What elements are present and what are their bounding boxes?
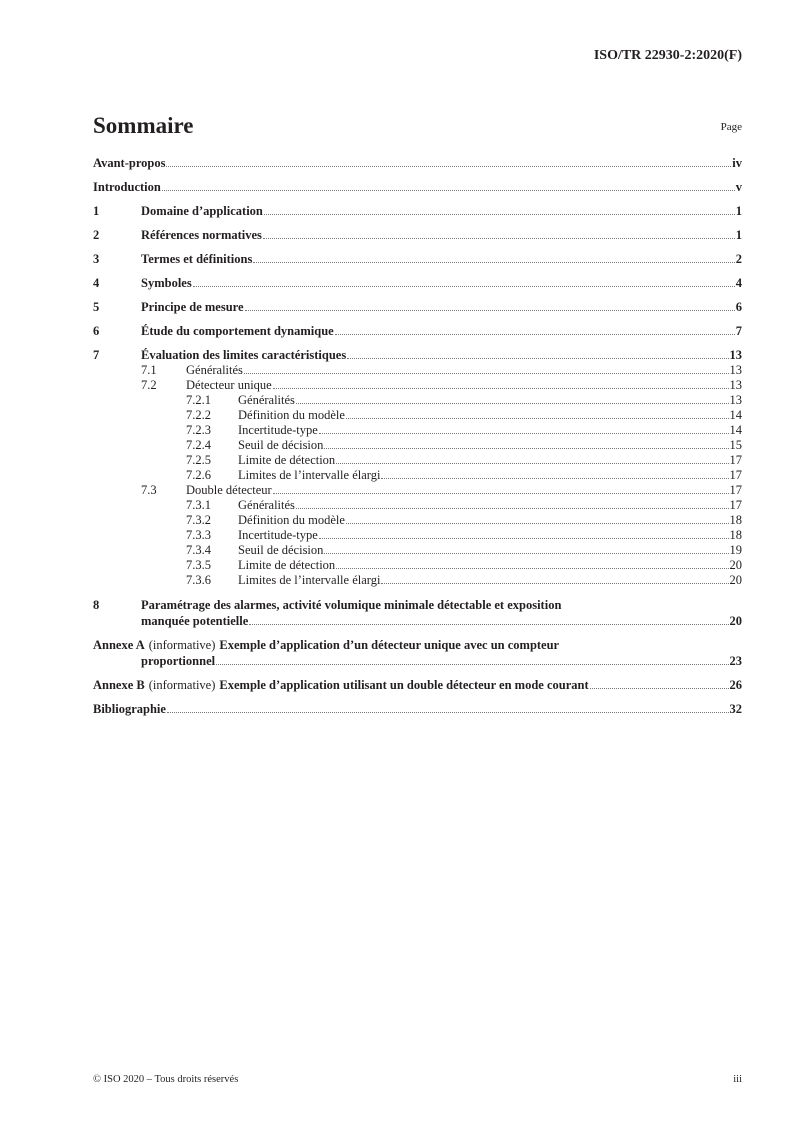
toc-entry-title: Principe de mesure xyxy=(141,300,244,314)
toc-entry-number: 7.2.3 xyxy=(186,423,211,437)
toc-entry-page: 17 xyxy=(729,483,742,497)
toc-entry-page: 13 xyxy=(729,348,742,362)
toc-entry[interactable] xyxy=(93,677,742,693)
toc-entry-number: Annexe B xyxy=(93,678,145,692)
dot-leader xyxy=(324,437,728,449)
toc-entry[interactable] xyxy=(93,227,742,243)
toc-entry[interactable] xyxy=(186,527,742,543)
dot-leader xyxy=(324,542,728,554)
dot-leader xyxy=(590,677,729,689)
toc-entry-number: Annexe A xyxy=(93,638,145,652)
dot-leader xyxy=(381,572,728,584)
dot-leader xyxy=(319,527,729,539)
toc-entry-title: Seuil de décision xyxy=(238,438,324,452)
toc-entry-number: 8 xyxy=(93,598,100,612)
toc-entry-number: 7.2.1 xyxy=(186,393,211,407)
toc-entry[interactable] xyxy=(93,299,742,315)
toc-entry-title: Incertitude-type xyxy=(238,528,318,542)
toc-entry-page: 26 xyxy=(729,678,742,692)
toc-entry-number: 7.2 xyxy=(141,378,157,392)
toc-entry-title: Double détecteur xyxy=(186,483,272,497)
document-id: ISO/TR 22930-2:2020(F) xyxy=(593,48,742,63)
dot-leader xyxy=(296,392,729,404)
dot-leader xyxy=(167,701,729,713)
dot-leader xyxy=(335,323,735,335)
toc-entry-page: 6 xyxy=(735,300,742,314)
toc-entry-number: 7.1 xyxy=(141,363,157,377)
toc-entry[interactable] xyxy=(141,482,742,498)
toc-entry-number: 2 xyxy=(93,228,100,242)
footer-page-number: iii xyxy=(733,1074,742,1085)
toc-entry-title: Limites de l’intervalle élargi xyxy=(238,573,381,587)
toc-entry[interactable] xyxy=(141,362,742,378)
toc-entry-title: Généralités xyxy=(238,498,295,512)
toc-entry[interactable] xyxy=(93,275,742,291)
dot-leader xyxy=(264,203,735,215)
toc-entry[interactable] xyxy=(186,452,742,468)
toc-entry-title: Avant-propos xyxy=(93,156,166,170)
toc-entry-annex-type: (informative) xyxy=(148,678,216,692)
toc-entry[interactable] xyxy=(141,653,742,669)
toc-entry-number: 1 xyxy=(93,204,100,218)
toc-entry-page: 18 xyxy=(729,528,742,542)
toc-entry-page: 20 xyxy=(729,558,742,572)
toc-entry[interactable] xyxy=(141,613,742,629)
page-title: Sommaire xyxy=(93,113,194,138)
toc-entry-title: Évaluation des limites caractéristiques xyxy=(141,348,347,362)
toc-entry-page: 4 xyxy=(735,276,742,290)
toc-entry-title: Étude du comportement dynamique xyxy=(141,324,334,338)
toc-entry-number: 7.2.2 xyxy=(186,408,211,422)
toc-entry-page: 20 xyxy=(729,573,742,587)
toc-entry-title: Incertitude-type xyxy=(238,423,318,437)
toc-entry-page: 13 xyxy=(729,363,742,377)
toc-entry[interactable] xyxy=(93,203,742,219)
dot-leader xyxy=(381,467,728,479)
toc-entry-number: 4 xyxy=(93,276,100,290)
dot-leader xyxy=(245,299,735,311)
toc-entry[interactable] xyxy=(93,597,742,613)
toc-entry-title: Définition du modèle xyxy=(238,408,345,422)
toc-entry-number: 7.3.1 xyxy=(186,498,211,512)
toc-entry-title: Limite de détection xyxy=(238,453,336,467)
dot-leader xyxy=(249,613,728,625)
dot-leader xyxy=(244,362,729,374)
toc-entry-number: 5 xyxy=(93,300,100,314)
dot-leader xyxy=(296,497,729,509)
toc-entry[interactable] xyxy=(93,637,742,653)
page-column-label: Page xyxy=(720,121,742,133)
toc-entry-page: 17 xyxy=(729,453,742,467)
toc-entry-page: 2 xyxy=(735,252,742,266)
dot-leader xyxy=(253,251,734,263)
toc-entry[interactable] xyxy=(93,155,742,171)
toc-entry-title: Limite de détection xyxy=(238,558,336,572)
dot-leader xyxy=(336,557,728,569)
dot-leader xyxy=(319,422,729,434)
toc-entry-title: Exemple d’application d’un détecteur unique avec un compteur xyxy=(219,638,560,652)
toc-entry[interactable] xyxy=(93,251,742,267)
toc-entry-number: 7.3 xyxy=(141,483,157,497)
toc-entry-page: 1 xyxy=(735,204,742,218)
dot-leader xyxy=(347,347,728,359)
toc-entry[interactable] xyxy=(93,323,742,339)
toc-entry-title: Détecteur unique xyxy=(186,378,272,392)
toc-entry[interactable] xyxy=(186,512,742,528)
footer-copyright: © ISO 2020 – Tous droits réservés xyxy=(93,1074,239,1085)
toc-entry-title-continued: manquée potentielle xyxy=(141,614,249,628)
toc-entry[interactable] xyxy=(93,347,742,363)
toc-entry-title: Exemple d’application utilisant un double détecteur en mode courant xyxy=(219,678,589,692)
toc-entry-page: 14 xyxy=(729,423,742,437)
toc-entry-title: Domaine d’application xyxy=(141,204,263,218)
toc-entry-number: 7.3.5 xyxy=(186,558,211,572)
toc-entry-page: 14 xyxy=(729,408,742,422)
toc-entry-number: 7.3.2 xyxy=(186,513,211,527)
toc-entry[interactable] xyxy=(141,377,742,393)
toc-entry-title: Symboles xyxy=(141,276,192,290)
toc-entry[interactable] xyxy=(186,542,742,558)
toc-entry-number: 7.2.6 xyxy=(186,468,211,482)
toc-entry-title: Introduction xyxy=(93,180,161,194)
toc-entry-title: Limites de l’intervalle élargi xyxy=(238,468,381,482)
toc-entry-title: Généralités xyxy=(238,393,295,407)
toc-entry-title: Définition du modèle xyxy=(238,513,345,527)
toc-entry[interactable] xyxy=(186,572,742,588)
dot-leader xyxy=(273,377,729,389)
toc-entry-page: 13 xyxy=(729,378,742,392)
toc-entry-number: 7.3.6 xyxy=(186,573,211,587)
toc-entry[interactable] xyxy=(186,557,742,573)
toc-entry-page: 18 xyxy=(729,513,742,527)
toc-entry-number: 7.2.5 xyxy=(186,453,211,467)
dot-leader xyxy=(216,653,728,665)
toc-entry-page: 20 xyxy=(729,614,742,628)
dot-leader xyxy=(336,452,728,464)
toc-entry-title: Références normatives xyxy=(141,228,262,242)
toc-entry-number: 3 xyxy=(93,252,100,266)
toc-entry[interactable] xyxy=(186,497,742,513)
toc-entry-number: 7 xyxy=(93,348,100,362)
toc-entry-page: 15 xyxy=(729,438,742,452)
toc-entry-number: 6 xyxy=(93,324,100,338)
dot-leader xyxy=(346,407,729,419)
toc-entry-page: 17 xyxy=(729,468,742,482)
toc-entry-page: 13 xyxy=(729,393,742,407)
dot-leader xyxy=(273,482,729,494)
toc-entry-number: 7.3.4 xyxy=(186,543,211,557)
toc-entry-title-continued: proportionnel xyxy=(141,654,216,668)
dot-leader xyxy=(263,227,735,239)
dot-leader xyxy=(162,179,735,191)
toc-entry[interactable] xyxy=(186,422,742,438)
toc-entry-page: 1 xyxy=(735,228,742,242)
toc-entry-title: Seuil de décision xyxy=(238,543,324,557)
dot-leader xyxy=(166,155,731,167)
toc-entry-title: Généralités xyxy=(186,363,243,377)
toc-entry-title: Bibliographie xyxy=(93,702,166,716)
toc-entry-page: iv xyxy=(732,156,742,170)
toc-entry-annex-type: (informative) xyxy=(148,638,216,652)
toc-entry-title: Termes et définitions xyxy=(141,252,253,266)
toc-entry-page: 17 xyxy=(729,498,742,512)
dot-leader xyxy=(346,512,729,524)
dot-leader xyxy=(193,275,735,287)
toc-entry-page: v xyxy=(735,180,742,194)
toc-entry[interactable] xyxy=(186,437,742,453)
toc-entry-title: Paramétrage des alarmes, activité volumique minimale détectable et exposition xyxy=(141,598,562,612)
toc-entry[interactable] xyxy=(186,407,742,423)
toc-entry-page: 7 xyxy=(735,324,742,338)
toc-entry-page: 32 xyxy=(729,702,742,716)
toc-entry[interactable] xyxy=(186,392,742,408)
toc-entry-page: 23 xyxy=(729,654,742,668)
toc-entry[interactable] xyxy=(186,467,742,483)
toc-entry-number: 7.3.3 xyxy=(186,528,211,542)
toc-entry[interactable] xyxy=(93,701,742,717)
toc-entry-page: 19 xyxy=(729,543,742,557)
toc-entry[interactable] xyxy=(93,179,742,195)
toc-entry-number: 7.2.4 xyxy=(186,438,211,452)
